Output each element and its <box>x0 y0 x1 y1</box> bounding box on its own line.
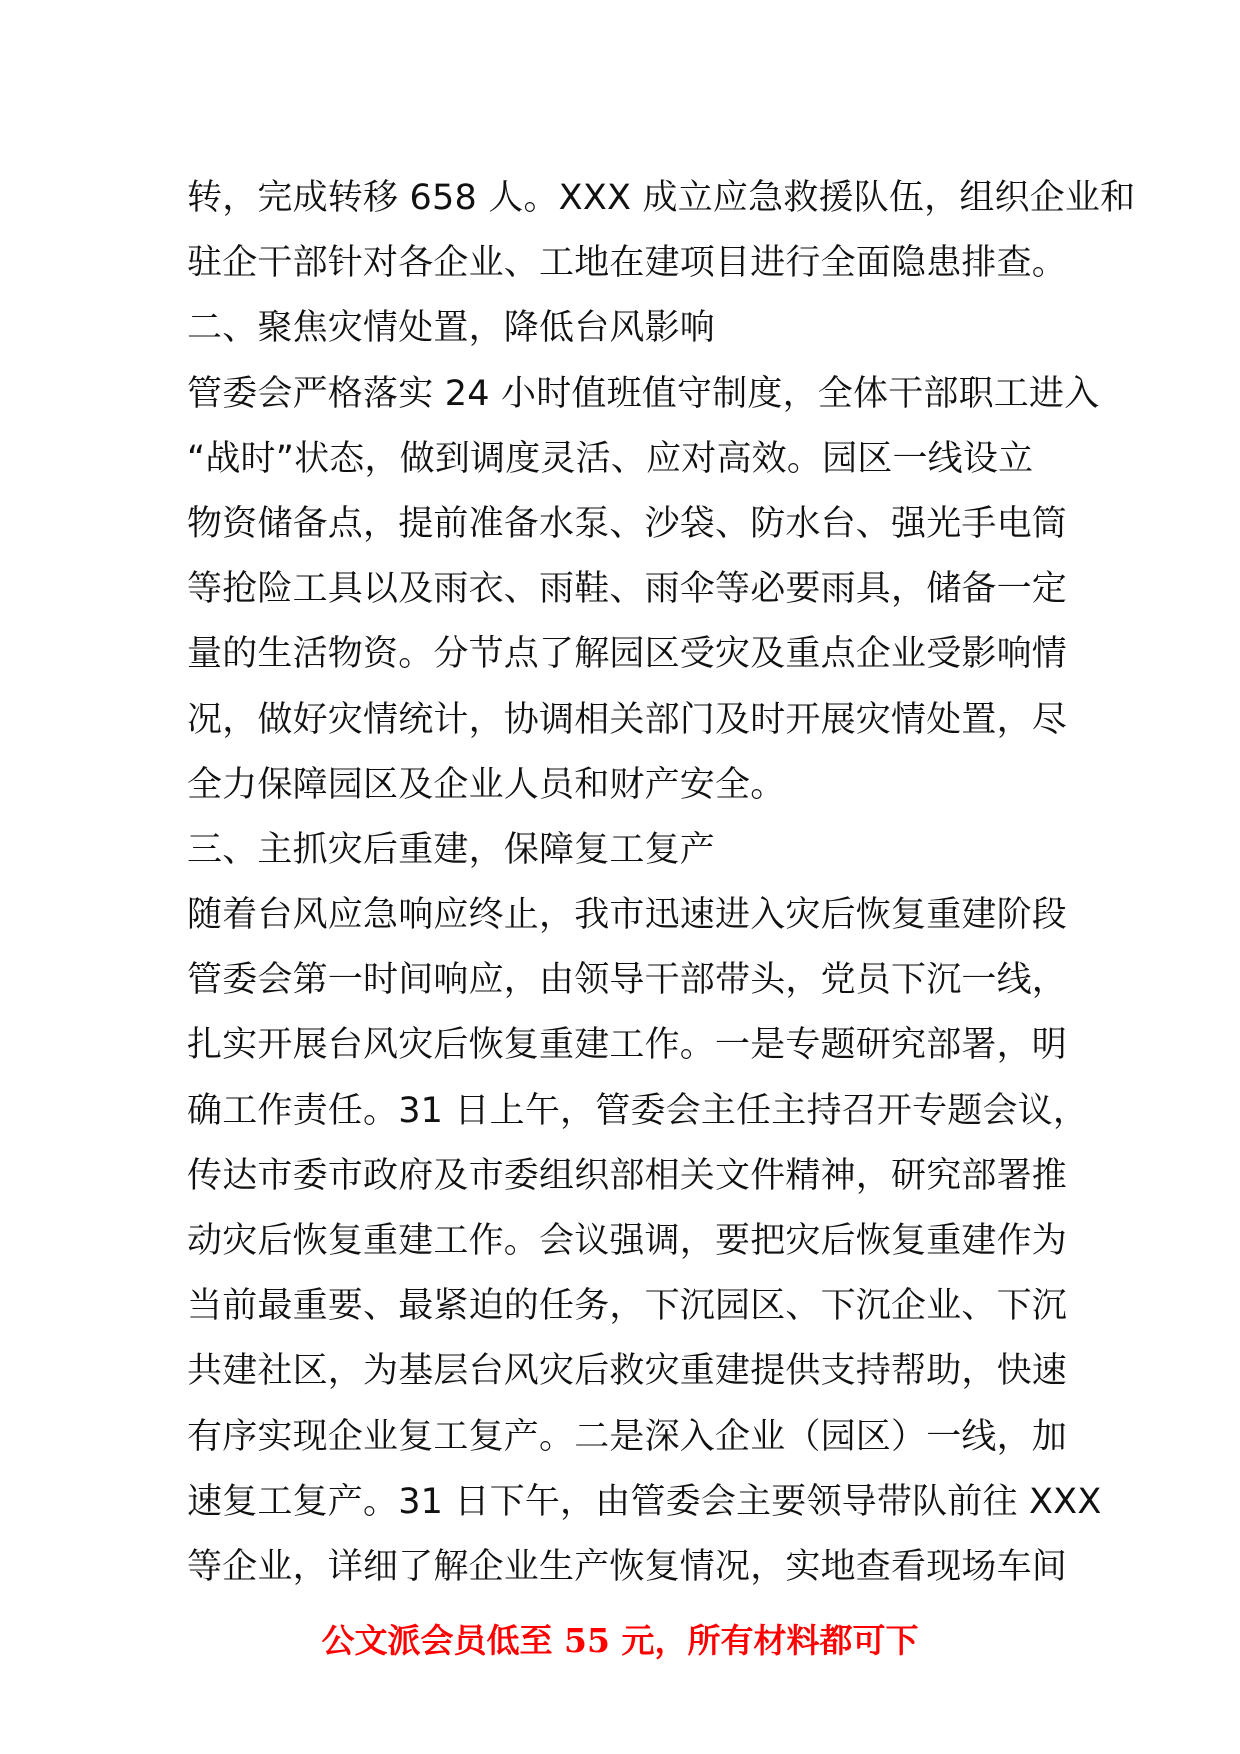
paragraph-line: 动灾后恢复重建工作。会议强调，要把灾后恢复重建作为 <box>187 1221 1068 1261</box>
section-heading: 二、聚焦灾情处置，降低台风影响 <box>187 308 716 349</box>
paragraph-line: 等企业，详细了解企业生产恢复情况，实地查看现场车间 <box>187 1546 1068 1587</box>
paragraph-line: 物资储备点，提前准备水泵、沙袋、防水台、强光手电筒 <box>187 503 1068 544</box>
paragraph-line: 全力保障园区及企业人员和财产安全。 <box>187 764 786 805</box>
paragraph-line: 当前最重要、最紧迫的任务，下沉园区、下沉企业、下沉 <box>187 1286 1068 1327</box>
paragraph-line: 传达市委市政府及市委组织部相关文件精神，研究部署推 <box>187 1155 1068 1196</box>
paragraph-line: 速复工复产。31 日下午，由管委会主要领导带队前往 XXX <box>187 1481 1102 1522</box>
paragraph-line: 扎实开展台风灾后恢复重建工作。一是专题研究部署，明 <box>187 1025 1068 1066</box>
paragraph-line: 转，完成转移 658 人。XXX 成立应急救援队伍，组织企业和 <box>187 178 1136 218</box>
paragraph-line: 有序实现企业复工复产。二是深入企业（园区）一线，加 <box>187 1416 1068 1457</box>
promo-banner[interactable]: 公文派会员低至 55 元，所有材料都可下 <box>321 1621 919 1660</box>
paragraph-line: 驻企干部针对各企业、工地在建项目进行全面隐患排查。 <box>187 243 1068 284</box>
paragraph-line: “战时”状态，做到调度灵活、应对高效。园区一线设立 <box>187 438 1034 479</box>
paragraph-line: 况，做好灾情统计，协调相关部门及时开展灾情处置，尽 <box>187 699 1068 740</box>
paragraph-line: 随着台风应急响应终止，我市迅速进入灾后恢复重建阶段 <box>187 895 1068 936</box>
paragraph-line: 确工作责任。31 日上午，管委会主任主持召开专题会议， <box>187 1090 1089 1131</box>
document-body <box>187 166 1136 1600</box>
paragraph-line: 等抢险工具以及雨衣、雨鞋、雨伞等必要雨具，储备一定 <box>187 569 1068 610</box>
paragraph-line: 管委会第一时间响应，由领导干部带头，党员下沉一线， <box>187 960 1068 1001</box>
section-heading: 三、主抓灾后重建，保障复工复产 <box>187 829 716 870</box>
paragraph-line: 量的生活物资。分节点了解园区受灾及重点企业受影响情 <box>187 634 1068 675</box>
paragraph-line: 共建社区，为基层台风灾后救灾重建提供支持帮助，快速 <box>187 1351 1068 1392</box>
paragraph-line: 管委会严格落实 24 小时值班值守制度，全体干部职工进入 <box>187 373 1100 414</box>
